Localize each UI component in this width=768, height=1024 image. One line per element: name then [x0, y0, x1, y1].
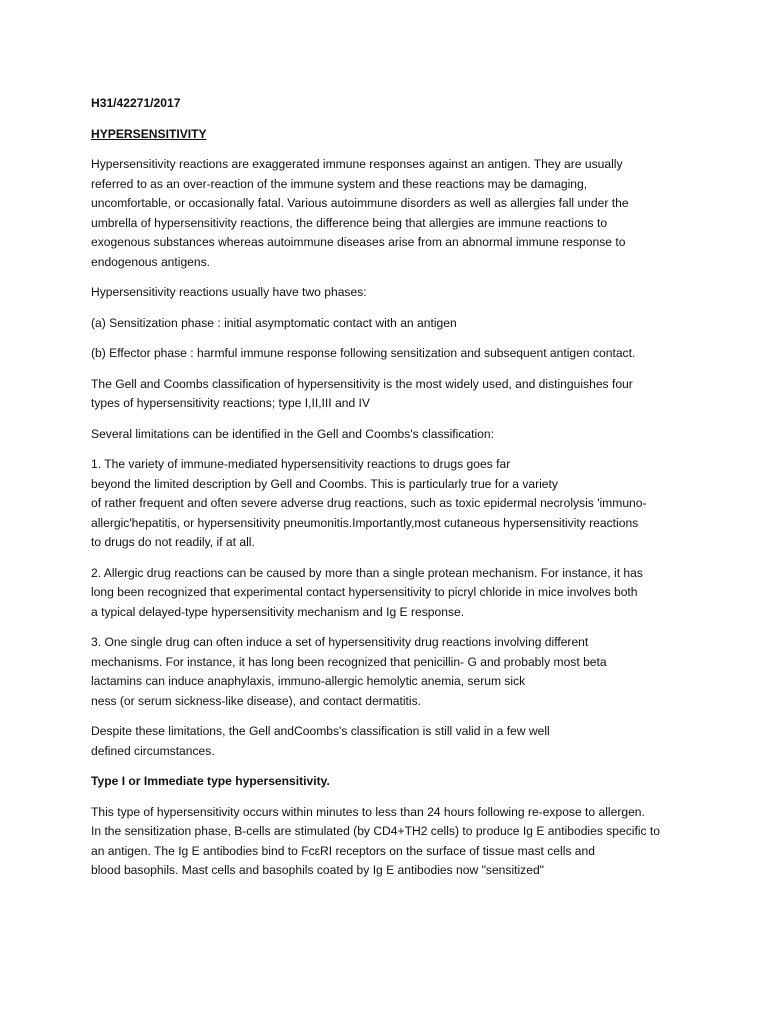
reference-number	[91, 94, 691, 114]
intro-line: umbrella of hypersensitivity reactions, the difference being that allergies are immune reactions to	[91, 215, 608, 230]
limitation-1-line: beyond the limited description by Gell and Coombs. This is particularly true for a variety	[91, 476, 558, 491]
phase-a-line: (a) Sensitization phase : initial asymptomatic contact with an antigen	[91, 315, 457, 330]
type1-heading	[91, 772, 691, 792]
type1-line: In the sensitization phase, B-cells are stimulated (by CD4+TH2 cells) to produce Ig E antibodies specific to	[91, 824, 661, 838]
phase-b-line: (b) Effector phase : harmful immune response following sensitization and subsequent antigen contact.	[91, 346, 636, 360]
document-title	[91, 125, 691, 145]
intro-line: uncomfortable, or occasionally fatal. Various autoimmune disorders as well as allergies fall under the	[91, 196, 629, 210]
reference-number-text: H31/42271/2017	[91, 96, 181, 110]
intro-line: endogenous antigens.	[91, 254, 211, 269]
document-page	[91, 94, 691, 892]
limitation-3-line: mechanisms. For instance, it has long been recognized that penicillin- G and probably most beta	[91, 654, 607, 669]
phase-b-paragraph	[91, 344, 691, 364]
phase-a-paragraph	[91, 314, 691, 334]
phases-intro-line: Hypersensitivity reactions usually have two phases:	[91, 285, 367, 299]
limitation-1-line: allergic'hepatitis, or hypersensitivity pneumonitis.Importantly,most cutaneous hypersensitivity reactions	[91, 515, 639, 530]
limitation-2-line: a typical delayed-type hypersensitivity mechanism and Ig E response.	[91, 604, 465, 619]
despite-paragraph	[91, 722, 691, 761]
intro-paragraph	[91, 155, 691, 272]
intro-line: referred to as an over-reaction of the immune system and these reactions may be damaging,	[91, 176, 588, 191]
limitation-3-line: 3. One single drug can often induce a set of hypersensitivity drug reactions involving different	[91, 635, 589, 649]
limitation-2-line: 2. Allergic drug reactions can be caused by more than a single protean mechanism. For instance, it has	[91, 565, 643, 580]
intro-line: Hypersensitivity reactions are exaggerated immune responses against an antigen. They are usually	[91, 157, 623, 171]
despite-line: defined circumstances.	[91, 743, 215, 758]
limitation-3-line: lactamins can induce anaphylaxis, immuno-allergic hemolytic anemia, serum sick	[91, 674, 526, 688]
gell-coombs-line: The Gell and Coombs classification of hypersensitivity is the most widely used, and distinguishes four	[91, 376, 633, 391]
limitation-1-line: to drugs do not readily, if at all.	[91, 535, 255, 549]
limitation-1-line: of rather frequent and often severe adverse drug reactions, such as toxic epidermal necrolysis 'immuno-	[91, 496, 647, 510]
limitations-intro-line: Several limitations can be identified in the Gell and Coombs's classification:	[91, 426, 494, 441]
limitation-1-line: 1. The variety of immune-mediated hypersensitivity reactions to drugs goes far	[91, 457, 511, 471]
type1-heading-text: Type I or Immediate type hypersensitivity.	[91, 774, 330, 788]
limitation-2-line: long been recognized that experimental contact hypersensitivity to picryl chloride in mice involves both	[91, 585, 638, 599]
document-title-text: HYPERSENSITIVITY	[91, 126, 207, 141]
type1-paragraph	[91, 803, 691, 881]
gell-coombs-line: types of hypersensitivity reactions; type I,II,III and IV	[91, 396, 370, 410]
despite-line: Despite these limitations, the Gell andCoombs's classification is still valid in a few well	[91, 724, 550, 738]
intro-line: exogenous substances whereas autoimmune diseases arise from an abnormal immune response to	[91, 235, 626, 249]
type1-line: an antigen. The Ig E antibodies bind to FcεRI receptors on the surface of tissue mast cells and	[91, 843, 595, 858]
phases-intro-paragraph	[91, 283, 691, 303]
limitation-1-paragraph	[91, 455, 691, 553]
limitation-2-paragraph	[91, 564, 691, 623]
limitation-3-paragraph	[91, 633, 691, 711]
limitation-3-line: ness (or serum sickness-like disease), and contact dermatitis.	[91, 693, 422, 708]
type1-line: This type of hypersensitivity occurs within minutes to less than 24 hours following re-expose to allergen.	[91, 804, 645, 819]
limitations-intro-paragraph	[91, 425, 691, 445]
gell-coombs-paragraph	[91, 375, 691, 414]
type1-line: blood basophils. Mast cells and basophils coated by Ig E antibodies now "sensitized"	[91, 863, 544, 877]
